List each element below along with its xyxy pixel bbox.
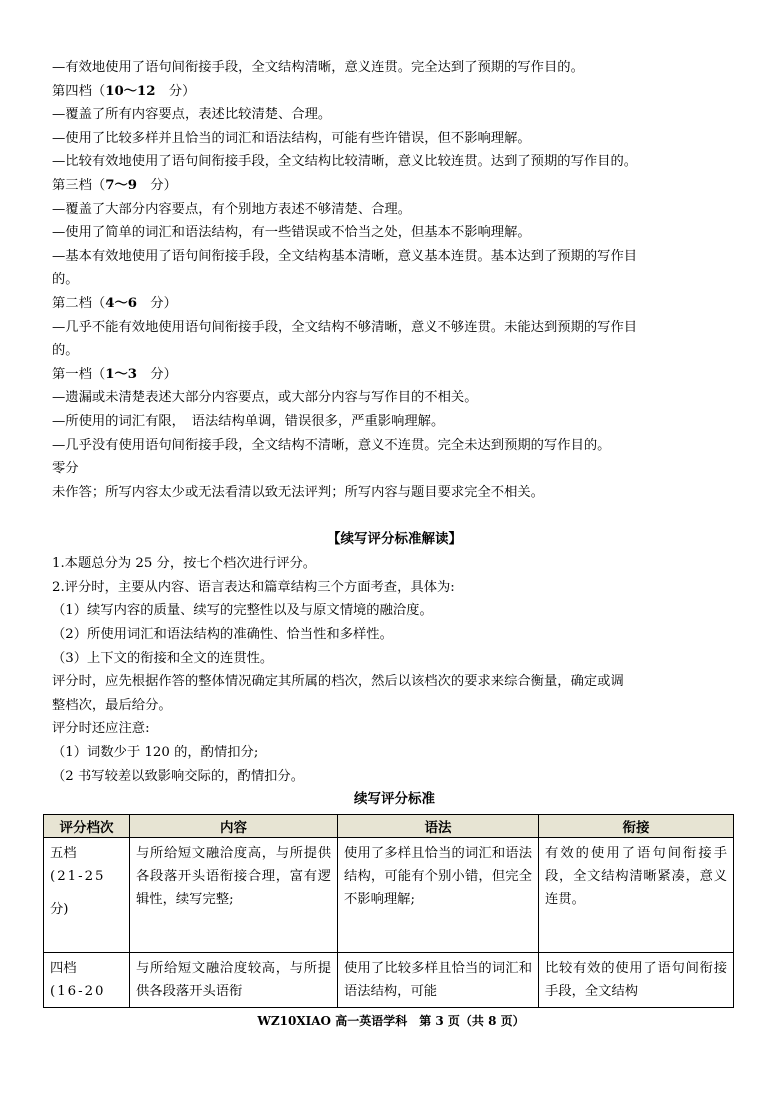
body-line: 未作答；所写内容太少或无法看清以致无法评判；所写内容与题目要求完全不相关。 bbox=[52, 484, 544, 500]
body-line: —基本有效地使用了语句间衔接手段，全文结构基本清晰，意义基本连贯。基本达到了预期的写作目 bbox=[52, 248, 638, 264]
cohesion-cell: 有效的使用了语句间衔接手段，全文结构清晰紧凑，意义连贯。 bbox=[539, 838, 734, 953]
grammar-cell: 使用了比较多样且恰当的词汇和语法结构，可能 bbox=[338, 953, 539, 1008]
body-line: —使用了比较多样并且恰当的词汇和语法结构，可能有些许错误，但不影响理解。 bbox=[52, 130, 531, 146]
grammar-cell: 使用了多样且恰当的词汇和语法结构，可能有个别小错，但完全不影响理解; bbox=[338, 838, 539, 953]
cohesion-cell: 比较有效的使用了语句间衔接手段，全文结构 bbox=[539, 953, 734, 1008]
spacer bbox=[52, 504, 737, 526]
table-row bbox=[44, 838, 734, 953]
level-cell bbox=[44, 953, 130, 1008]
body-line: 2.评分时，主要从内容、语言表达和篇章结构三个方面考查，具体为: bbox=[52, 579, 455, 595]
body-line: 评分时还应注意: bbox=[52, 721, 150, 737]
page-footer: WZ10XIAO 高一英语学科 第 3 页（共 8 页） bbox=[257, 1014, 525, 1028]
content-cell: 与所给短文融洽度较高，与所提供各段落开头语衔 bbox=[130, 953, 338, 1008]
section-title: 【续写评分标准解读】 bbox=[327, 531, 462, 548]
body-line: —几乎不能有效地使用语句间衔接手段，全文结构不够清晰，意义不够连贯。未能达到预期的写作目 bbox=[52, 319, 638, 335]
body-line: —有效地使用了语句间衔接手段，全文结构清晰，意义连贯。完全达到了预期的写作目的。 bbox=[52, 60, 584, 75]
level-name: 五档 bbox=[50, 846, 77, 861]
body-line: （2）所使用词汇和语法结构的准确性、恰当性和多样性。 bbox=[52, 627, 393, 643]
column-header-content: 内容 bbox=[130, 815, 338, 838]
body-line: —使用了简单的词汇和语法结构，有一些错误或不恰当之处，但基本不影响理解。 bbox=[52, 225, 531, 241]
table-header-row bbox=[44, 815, 734, 838]
document-body bbox=[52, 56, 737, 810]
tier2-heading: 第二档（4～6 分） bbox=[52, 295, 177, 311]
body-line: —所使用的词汇有限， 语法结构单调，错误很多，严重影响理解。 bbox=[52, 413, 445, 429]
tier0-heading: 零分 bbox=[52, 461, 79, 477]
body-line: 1.本题总分为 25 分，按七个档次进行评分。 bbox=[52, 556, 317, 572]
body-line: （3）上下文的衔接和全文的连贯性。 bbox=[52, 650, 274, 666]
column-header-grammar: 语法 bbox=[338, 815, 539, 838]
body-line: （2 书写较差以致影响交际的，酌情扣分。 bbox=[52, 768, 305, 784]
tier4-heading: 第四档（10～12 分） bbox=[52, 83, 196, 99]
tier1-heading: 第一档（1～3 分） bbox=[52, 366, 177, 382]
body-line: —覆盖了大部分内容要点，有个别地方表述不够清楚、合理。 bbox=[52, 201, 412, 217]
level-range: (16-20 bbox=[50, 984, 106, 999]
body-line: （1）续写内容的质量、续写的完整性以及与原文情境的融洽度。 bbox=[52, 603, 433, 619]
body-line: 整档次，最后给分。 bbox=[52, 697, 172, 713]
body-line: —覆盖了所有内容要点，表述比较清楚、合理。 bbox=[52, 107, 332, 123]
body-line: 的。 bbox=[52, 343, 79, 359]
body-line: 的。 bbox=[52, 272, 79, 288]
body-line: （1）词数少于 120 的，酌情扣分; bbox=[52, 745, 259, 761]
table-title: 续写评分标准 bbox=[354, 791, 435, 808]
level-range: (21-25 bbox=[50, 869, 106, 884]
column-header-cohesion: 衔接 bbox=[539, 815, 734, 838]
body-line: —几乎没有使用语句间衔接手段，全文结构不清晰，意义不连贯。完全未达到预期的写作目的。 bbox=[52, 437, 611, 453]
content-cell: 与所给短文融洽度高，与所提供各段落开头语衔接合理，富有逻辑性，续写完整; bbox=[130, 838, 338, 953]
body-line: —遗漏或未清楚表述大部分内容要点，或大部分内容与写作目的不相关。 bbox=[52, 390, 478, 406]
body-line: —比较有效地使用了语句间衔接手段，全文结构比较清晰，意义比较连贯。达到了预期的写作目的。 bbox=[52, 154, 638, 170]
column-header-level: 评分档次 bbox=[44, 815, 130, 838]
body-line: 评分时，应先根据作答的整体情况确定其所属的档次，然后以该档次的要求来综合衡量，确定或调 bbox=[52, 674, 624, 690]
level-unit: 分) bbox=[50, 902, 69, 917]
level-cell bbox=[44, 838, 130, 953]
scoring-table bbox=[43, 814, 734, 1008]
tier3-heading: 第三档（7～9 分） bbox=[52, 177, 177, 193]
table-row bbox=[44, 953, 734, 1008]
level-name: 四档 bbox=[50, 961, 77, 976]
